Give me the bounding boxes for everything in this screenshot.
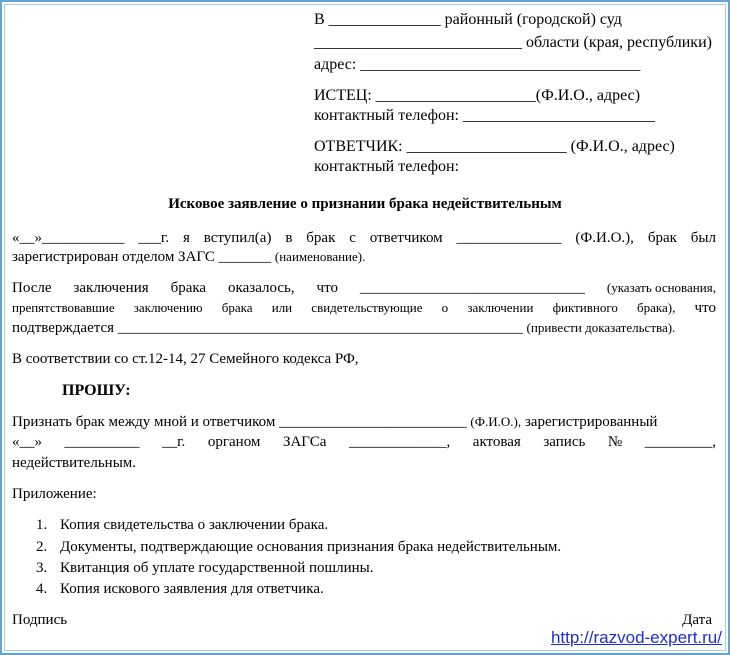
request-word: _________,: [644, 434, 716, 450]
para1-word: с: [349, 230, 356, 246]
para2-word: или: [271, 300, 293, 315]
para2-word: брака: [170, 280, 207, 296]
attachment-number: 1.: [36, 517, 48, 533]
para2-word: свидетельствующие: [311, 300, 423, 315]
para2-word: (указать основания,: [606, 280, 716, 295]
para2-word: что: [694, 300, 716, 316]
para1-line1: [12, 231, 716, 246]
legal-basis: В соответствии со ст.12-14, 27 Семейного кодекса РФ,: [12, 351, 359, 367]
attachments-label: Приложение:: [12, 486, 97, 502]
request-line1: [12, 415, 657, 430]
para1-word: ___г.: [138, 230, 170, 246]
court-line: В ______________ районный (городской) суд: [314, 11, 622, 28]
request-word: запись: [543, 434, 586, 450]
request-word: _____________,: [348, 434, 451, 450]
para1-word: ______________: [456, 230, 562, 246]
para2-word: ______________________________: [359, 280, 585, 296]
para2-word: заключению: [133, 300, 203, 315]
plaintiff-line: ИСТЕЦ: ____________________(Ф.И.О., адрес): [314, 87, 641, 104]
attachment-number: 2.: [36, 539, 48, 555]
defendant-phone-line: контактный телефон:: [314, 158, 459, 175]
request-line2: [12, 435, 716, 450]
para2-line1: [12, 281, 716, 296]
website-link[interactable]: http://razvod-expert.ru/: [550, 628, 722, 647]
defendant-line: ОТВЕТЧИК: ____________________ (Ф.И.О., адрес): [314, 138, 675, 155]
signature-label: Подпись: [12, 612, 68, 628]
attachment-item: [36, 561, 47, 576]
para2-word: брака),: [637, 300, 676, 315]
court-address-line: адрес: ___________________________________: [314, 56, 641, 73]
para1-word: был: [690, 230, 716, 246]
para2-word: препятствовавшие: [12, 300, 115, 315]
para1-line2-text: зарегистрирован отделом ЗАГС _______: [12, 249, 275, 265]
para2-line3: [12, 321, 675, 336]
para1-word: «__»___________: [12, 230, 125, 246]
para1-line2: [12, 250, 365, 265]
request-line1-text: Признать брак между мной и ответчиком _________________________: [12, 414, 471, 430]
request-word: __________: [64, 434, 140, 450]
para1-word: я: [182, 230, 190, 246]
request-heading: ПРОШУ:: [62, 382, 131, 399]
attachment-text: Документы, подтверждающие основания признания брака недействительным.: [60, 539, 562, 555]
attachment-item: [36, 518, 47, 533]
request-word: актовая: [472, 434, 521, 450]
para1-word: брак: [647, 230, 677, 246]
para2-word: заключении: [467, 300, 534, 315]
para2-line3-text: подтверждается ______________________________________________________: [12, 320, 527, 336]
attachment-text: Копия искового заявления для ответчика.: [60, 581, 324, 597]
attachment-text: Квитанция об уплате государственной пошлины.: [60, 560, 374, 576]
para1-word: ответчиком: [369, 230, 443, 246]
request-word: __г.: [162, 434, 186, 450]
attachment-text: Копия свидетельства о заключении брака.: [60, 517, 329, 533]
para2-word: брака: [221, 300, 253, 315]
date-label: Дата: [682, 612, 712, 628]
request-word: «__»: [12, 434, 42, 450]
attachment-item: [36, 540, 47, 555]
attachment-number: 4.: [36, 581, 48, 597]
para2-line3-note: (привести доказательства).: [526, 320, 676, 335]
request-line3: недействительным.: [12, 455, 137, 471]
para1-word: брак: [306, 230, 336, 246]
para2-word: После: [12, 280, 52, 296]
para1-word: (Ф.И.О.),: [575, 230, 634, 246]
para1-word: в: [285, 230, 293, 246]
para1-line2-note: (наименование).: [274, 249, 366, 264]
para1-word: вступил(а): [203, 230, 272, 246]
request-line1-note: (Ф.И.О.),: [470, 414, 522, 429]
attachment-item: [36, 582, 47, 597]
request-word: №: [607, 434, 623, 450]
para2-word: что: [316, 280, 338, 296]
request-word: органом: [207, 434, 261, 450]
region-line: __________________________ области (края, республики): [314, 34, 712, 51]
para2-word: заключения: [73, 280, 149, 296]
attachment-number: 3.: [36, 560, 48, 576]
para2-word: оказалось,: [228, 280, 295, 296]
request-line1-tail: зарегистрированный: [521, 414, 658, 430]
document-title: Исковое заявление о признании брака недействительным: [168, 196, 562, 212]
para2-line2: [12, 301, 716, 316]
para2-word: фиктивного: [552, 300, 618, 315]
plaintiff-phone-line: контактный телефон: ________________________: [314, 107, 655, 124]
request-word: ЗАГСа: [282, 434, 327, 450]
para2-word: о: [441, 300, 449, 315]
